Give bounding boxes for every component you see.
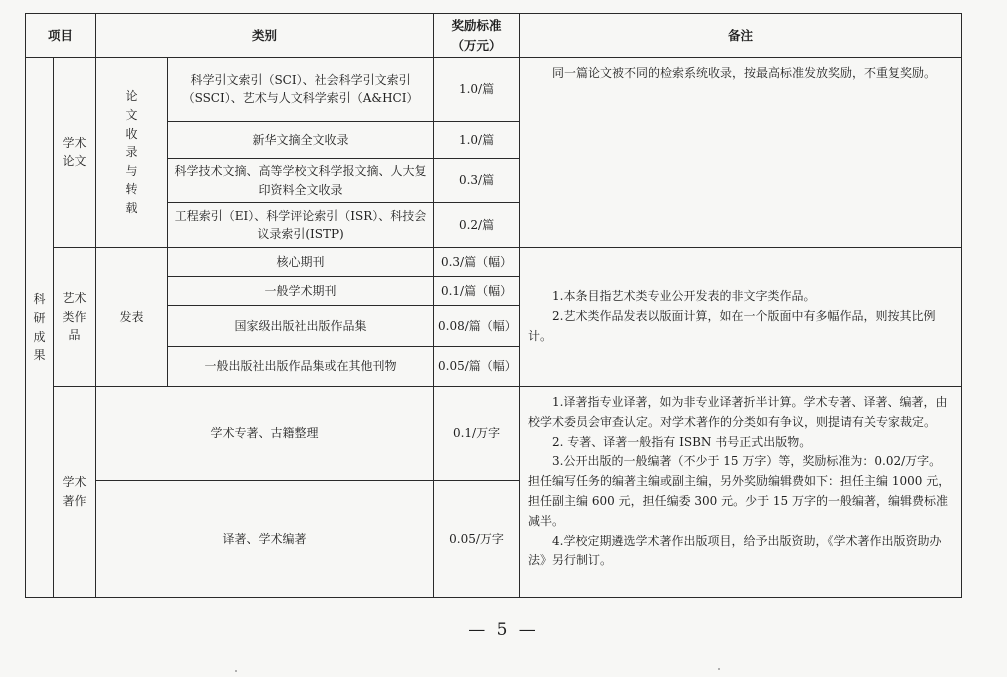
award-standards-table	[25, 13, 962, 598]
header-standard	[434, 14, 520, 58]
works-label: 学术著作	[54, 387, 96, 598]
papers-remark	[520, 58, 962, 248]
category-cell: 工程索引（EI）、科学评论索引（ISR）、科技会议录索引(ISTP)	[168, 203, 434, 247]
category-cell: 学术专著、古籍整理	[96, 387, 434, 481]
art-remark	[520, 247, 962, 386]
standard-cell: 0.1/万字	[434, 387, 520, 481]
papers-group-label: 论 文 收 录 与 转 载	[96, 58, 168, 248]
art-label: 艺术类作品	[54, 247, 96, 386]
works-remark-2: 2. 专著、译著一般指有 ISBN 书号正式出版物。	[552, 434, 812, 449]
standard-cell: 1.0/篇	[434, 121, 520, 158]
header-standard-unit: （万元）	[451, 37, 502, 53]
category-cell: 科学引文索引（SCI）、社会科学引文索引（SSCI）、艺术与人文科学索引（A&HCI）	[168, 58, 434, 122]
header-remark: 备注	[520, 14, 962, 58]
category-cell: 一般学术期刊	[168, 277, 434, 306]
table-row	[26, 247, 962, 276]
works-remark-1: 1.译著指专业译著，如为非专业译著折半计算。学术专著、译著、编著，由校学术委员会审查认定。对学术著作的分类如有争议，则提请有关专家裁定。	[528, 395, 948, 429]
scan-speck	[235, 670, 237, 672]
standard-cell: 0.05/篇（幅）	[434, 346, 520, 386]
standard-cell: 0.05/万字	[434, 480, 520, 597]
works-remark	[520, 387, 962, 598]
art-group-label: 发表	[96, 247, 168, 386]
header-standard-label: 奖励标准	[451, 18, 502, 34]
header-category: 类别	[96, 14, 434, 58]
papers-label: 学术论文	[54, 58, 96, 248]
art-remark-1: 1.本条目指艺术类专业公开发表的非文字类作品。	[552, 289, 816, 304]
standard-cell: 0.3/篇	[434, 159, 520, 203]
category-cell: 核心期刊	[168, 247, 434, 276]
papers-remark-text: 同一篇论文被不同的检索系统收录，按最高标准发放奖励，不重复奖励。	[552, 66, 937, 81]
table-row	[26, 58, 962, 122]
category-cell: 新华文摘全文收录	[168, 121, 434, 158]
standard-cell: 0.1/篇（幅）	[434, 277, 520, 306]
standard-cell: 0.08/篇（幅）	[434, 306, 520, 346]
category-cell: 一般出版社出版作品集或在其他刊物	[168, 346, 434, 386]
category-cell: 译著、学术编著	[96, 480, 434, 597]
header-item: 项目	[26, 14, 96, 58]
category-cell: 科学技术文摘、高等学校文科学报文摘、人大复印资料全文收录	[168, 159, 434, 203]
research-results-label: 科 研 成 果	[26, 58, 54, 598]
art-remark-2: 2.艺术类作品发表以版面计算，如在一个版面中有多幅作品，则按其比例计。	[528, 309, 936, 343]
standard-cell: 0.2/篇	[434, 203, 520, 247]
table-header-row	[26, 14, 962, 58]
table-row	[26, 387, 962, 481]
works-remark-4: 4.学校定期遴选学术著作出版项目，给予出版资助，《学术著作出版资助办法》另行制订。	[528, 533, 942, 568]
works-remark-3: 3.公开出版的一般编著（不少于 15 万字）等，奖励标准为：0.02/万字。担任编写任务的编著主编或副主编，另外奖励编辑费如下：担任主编 1000 元，担任副主编 600 元，担任编委 300 元。少于 15 万字的一般编著，编辑费标准减半。	[528, 454, 951, 528]
standard-cell: 0.3/篇（幅）	[434, 247, 520, 276]
page-number: — 5 —	[468, 620, 539, 640]
scan-speck	[718, 668, 720, 670]
category-cell: 国家级出版社出版作品集	[168, 306, 434, 346]
standard-cell: 1.0/篇	[434, 58, 520, 122]
